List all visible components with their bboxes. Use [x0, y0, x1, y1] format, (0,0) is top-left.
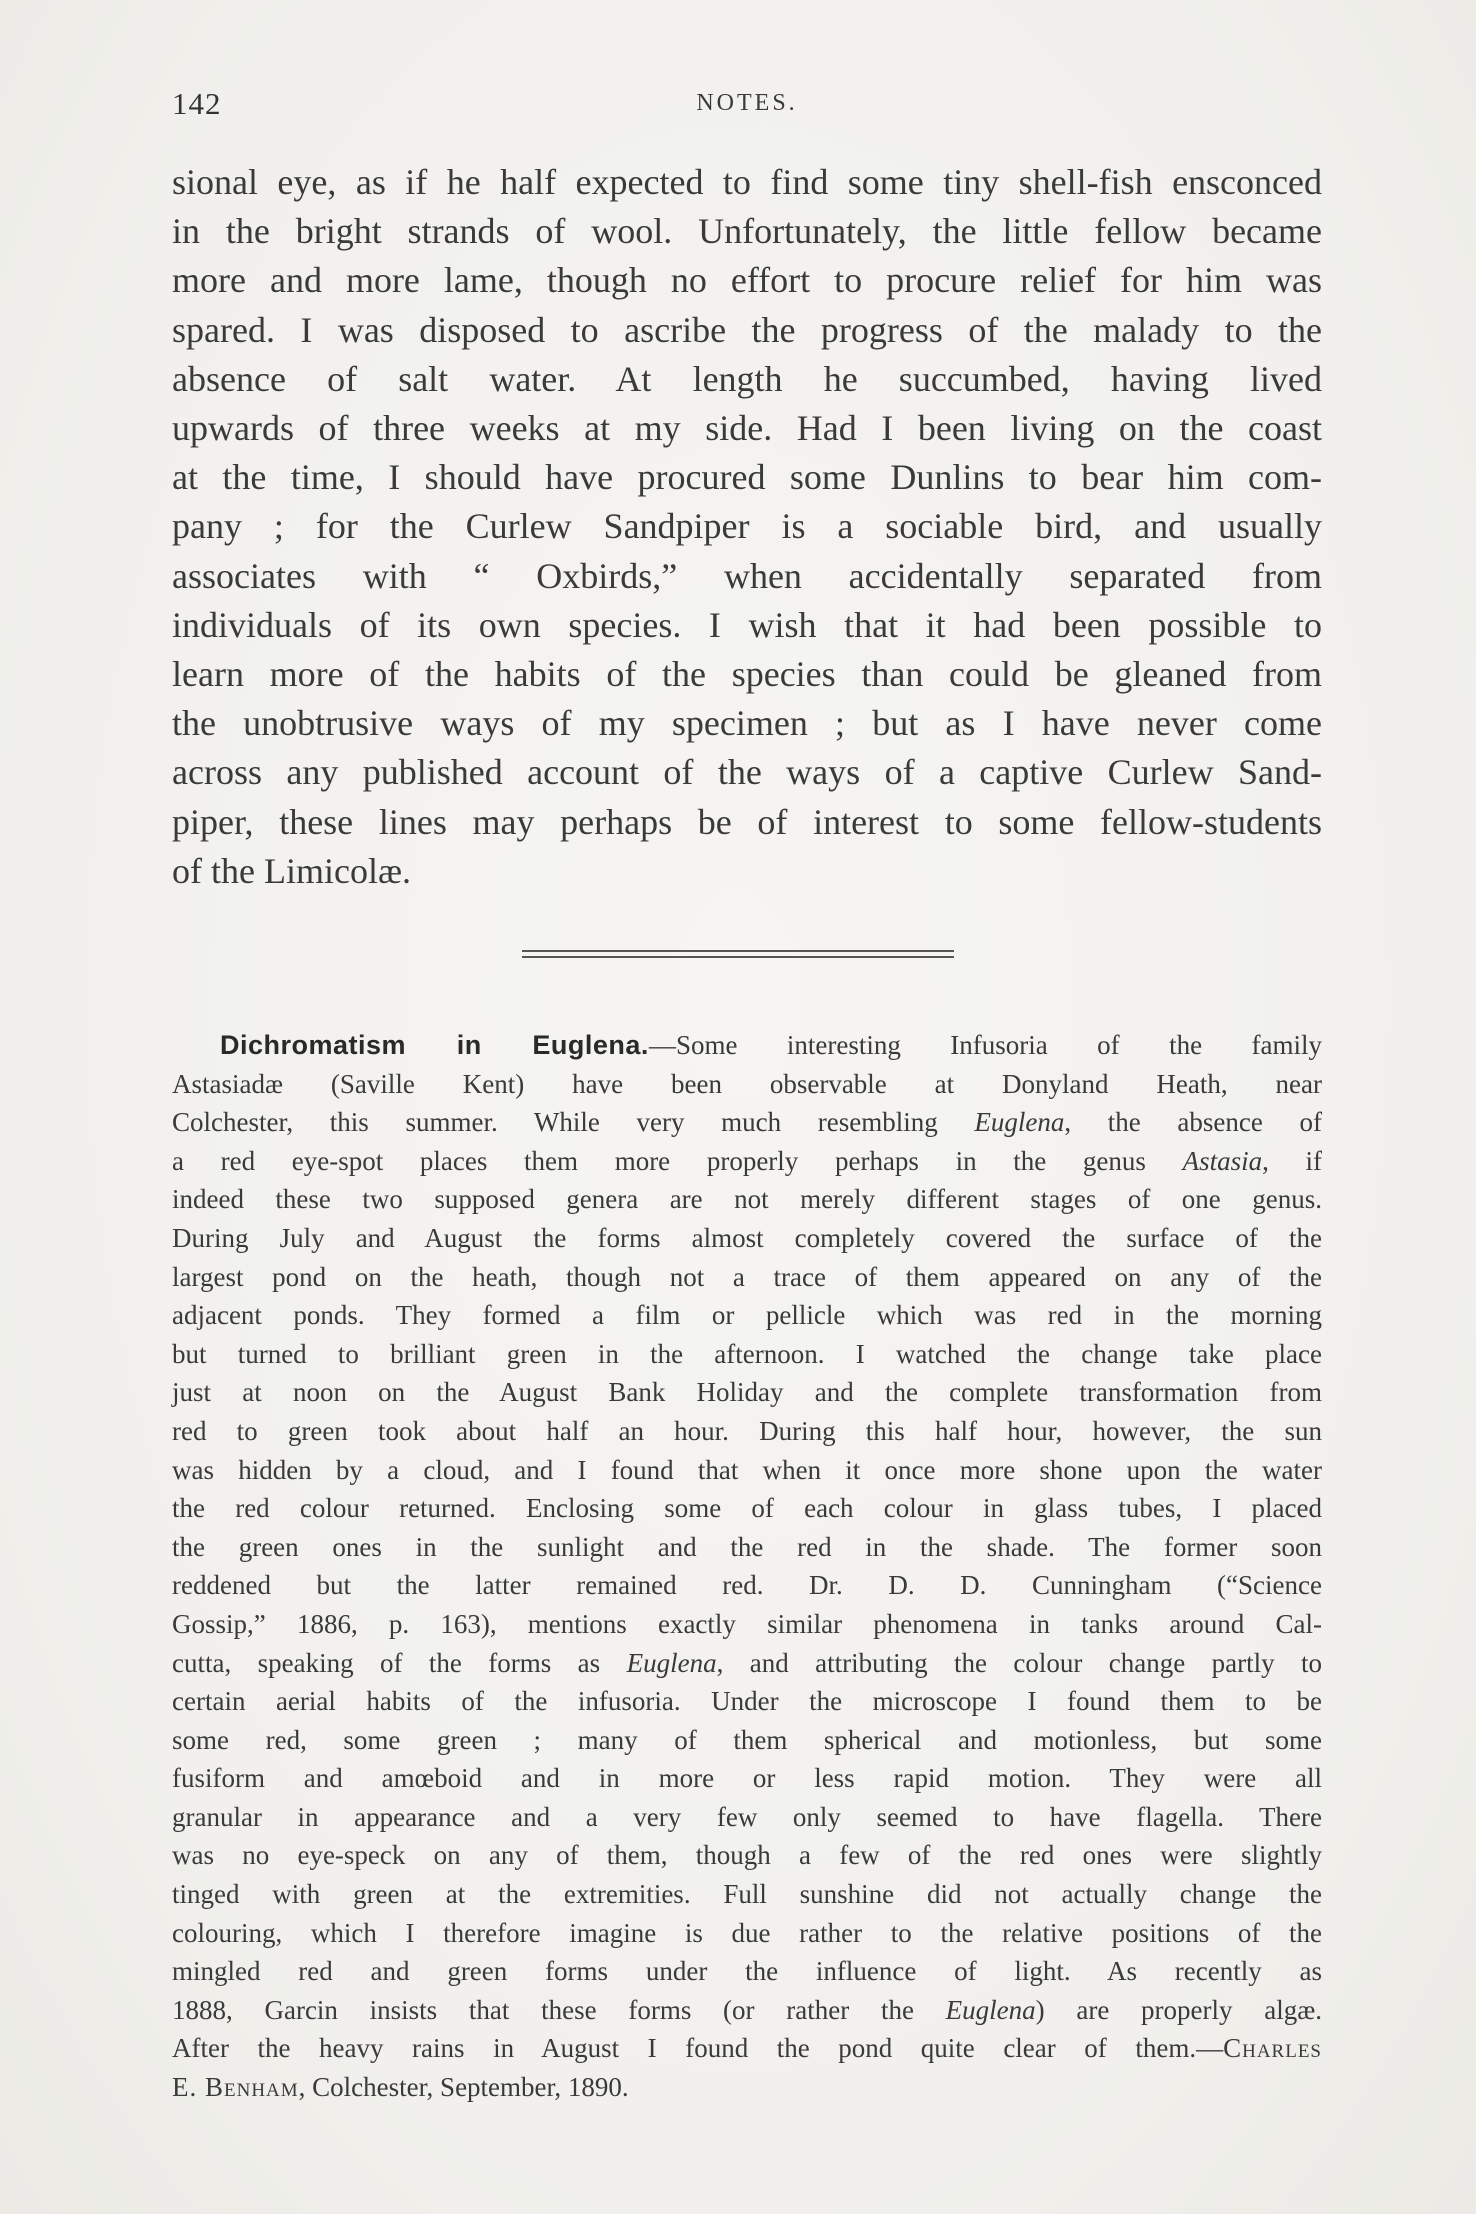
note-text: , if	[1262, 1145, 1323, 1176]
text-line: more and more lame, though no effort to procure relief for him was	[172, 260, 1322, 301]
text-line: absence of salt water. At length he succumbed, having lived	[172, 358, 1322, 399]
running-head	[172, 86, 1322, 126]
note-line: just at noon on the August Bank Holiday and the complete transformation from	[172, 1377, 1322, 1408]
note-line: Gossip,” 1886, p. 163), mentions exactly similar phenomena in tanks around Cal-	[172, 1608, 1322, 1639]
note-line	[172, 1103, 1322, 1142]
text-line: the unobtrusive ways of my specimen ; but as I have never come	[172, 703, 1322, 744]
note-line: was no eye-speck on any of them, though a few of the red ones were slightly	[172, 1840, 1322, 1871]
note-line: some red, some green ; many of them spherical and motionless, but some	[172, 1724, 1322, 1755]
running-title: NOTES.	[696, 90, 798, 116]
note-signature: , Colchester, September, 1890.	[298, 2072, 629, 2103]
note-text: Colchester, this summer. While very much resembling	[172, 1107, 975, 1138]
note-text: , the absence of	[1064, 1107, 1322, 1138]
italic-term: Euglena	[626, 1647, 717, 1678]
note-heading: Dichromatism in Euglena.	[220, 1030, 649, 1060]
note-line: granular in appearance and a very few only seemed to have flagella. There	[172, 1801, 1322, 1832]
article-continuation	[172, 158, 1322, 896]
note-line: red to green took about half an hour. During this half hour, however, the sun	[172, 1415, 1322, 1446]
note-text: After the heavy rains in August I found the pond quite clear of them.—	[172, 2033, 1224, 2064]
note-line: fusiform and amœboid and in more or less rapid motion. They were all	[172, 1763, 1322, 1794]
note-line: During July and August the forms almost completely covered the surface of the	[172, 1222, 1322, 1253]
text-line: at the time, I should have procured some Dunlins to bear him com-	[172, 457, 1322, 498]
note-line: Astasiadæ (Saville Kent) have been observable at Donyland Heath, near	[172, 1068, 1322, 1099]
author-name: Charles	[1223, 2033, 1322, 2064]
text-line: piper, these lines may perhaps be of interest to some fellow-students	[172, 801, 1322, 842]
note-text: —Some interesting Infusoria of the family	[648, 1030, 1322, 1060]
italic-term: Euglena	[945, 1994, 1036, 2025]
note-line: largest pond on the heath, though not a trace of them appeared on any of the	[172, 1261, 1322, 1292]
text-line: individuals of its own species. I wish that it had been possible to	[172, 604, 1322, 645]
note-line: but turned to brilliant green in the afternoon. I watched the change take place	[172, 1338, 1322, 1369]
text-line: upwards of three weeks at my side. Had I been living on the coast	[172, 408, 1322, 449]
author-name: E. Benham	[172, 2072, 299, 2103]
text-line: in the bright strands of wool. Unfortunately, the little fellow became	[172, 211, 1322, 252]
note-line	[172, 1142, 1322, 1181]
note-line: tinged with green at the extremities. Full sunshine did not actually change the	[172, 1879, 1322, 1910]
note-line	[172, 1644, 1322, 1683]
note-line: the green ones in the sunlight and the red in the shade. The former soon	[172, 1531, 1322, 1562]
divider-line-top	[522, 950, 954, 952]
page-number: 142	[172, 86, 222, 121]
section-divider	[522, 950, 954, 960]
note-line: reddened but the latter remained red. Dr. D. D. Cunningham (“Science	[172, 1570, 1322, 1601]
italic-term: Astasia	[1182, 1145, 1263, 1176]
note-text: cutta, speaking of the forms as	[172, 1647, 627, 1678]
note-line: certain aerial habits of the infusoria. Under the microscope I found them to be	[172, 1686, 1322, 1717]
note-text: ) are properly algæ.	[1035, 1994, 1323, 2025]
divider-line-bottom	[522, 956, 954, 958]
note-line: indeed these two supposed genera are not merely different stages of one genus.	[172, 1184, 1322, 1215]
text-line: learn more of the habits of the species than could be gleaned from	[172, 654, 1322, 695]
note-line: was hidden by a cloud, and I found that when it once more shone upon the water	[172, 1454, 1322, 1485]
text-line: sional eye, as if he half expected to find some tiny shell-fish ensconced	[172, 162, 1322, 202]
note-line	[172, 2029, 1322, 2068]
note-line: the red colour returned. Enclosing some of each colour in glass tubes, I placed	[172, 1493, 1322, 1524]
text-line: spared. I was disposed to ascribe the progress of the malady to the	[172, 309, 1322, 350]
note-dichromatism	[172, 1026, 1322, 2107]
text-line: of the Limicolæ.	[172, 850, 411, 891]
text-line: associates with “ Oxbirds,” when accidentally separated from	[172, 555, 1322, 596]
note-text: 1888, Garcin insists that these forms (or rather the	[172, 1994, 946, 2025]
note-line	[172, 1991, 1322, 2030]
note-text: a red eye-spot places them more properly perhaps in the genus	[172, 1145, 1183, 1176]
note-line: colouring, which I therefore imagine is due rather to the relative positions of the	[172, 1917, 1322, 1948]
italic-term: Euglena	[974, 1107, 1065, 1138]
text-line: pany ; for the Curlew Sandpiper is a sociable bird, and usually	[172, 506, 1322, 547]
note-line	[172, 1026, 1322, 1065]
text-line: across any published account of the ways of a captive Curlew Sand-	[172, 752, 1322, 793]
note-text: , and attributing the colour change partly to	[716, 1647, 1323, 1678]
note-line: adjacent ponds. They formed a film or pellicle which was red in the morning	[172, 1300, 1322, 1331]
note-line: mingled red and green forms under the influence of light. As recently as	[172, 1956, 1322, 1987]
note-line	[172, 2068, 1322, 2107]
